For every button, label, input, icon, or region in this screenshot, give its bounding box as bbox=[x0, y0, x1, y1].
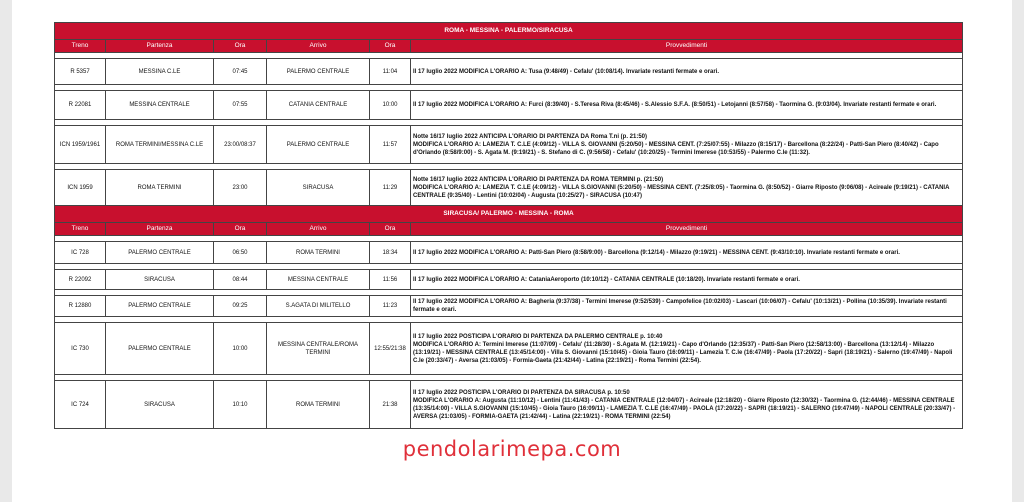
departure-time-cell: 08:44 bbox=[214, 270, 267, 290]
table-row bbox=[55, 242, 963, 264]
departure-time-cell: 07:55 bbox=[214, 91, 267, 120]
departure-time-cell: 10:10 bbox=[214, 381, 267, 429]
arrival-time-cell: 11:56 bbox=[370, 270, 411, 290]
table-row bbox=[55, 296, 963, 317]
arrival-station-cell: MESSINA CENTRALE/ROMA TERMINI bbox=[267, 323, 370, 375]
departure-station-cell: PALERMO CENTRALE bbox=[106, 323, 214, 375]
departure-station-cell: PALERMO CENTRALE bbox=[106, 242, 214, 264]
train-number-cell: ICN 1959 bbox=[55, 170, 106, 206]
right-margin-band bbox=[1012, 0, 1024, 502]
column-header-treno: Treno bbox=[55, 223, 106, 236]
provvedimenti-cell bbox=[411, 170, 963, 206]
section-header-roma-messina bbox=[55, 23, 963, 40]
provvedimenti-cell bbox=[411, 59, 963, 85]
provvedimento-text: Il 17 luglio 2022 MODIFICA L'ORARIO A: Furci (8:39/40) - S.Teresa Riva (8:45/46) - S.Alessio S.F.A. (8:50/51) - Letojanni (8:57/58) - Taormina G. (9:03/04). Invariate restanti fermate e orari. bbox=[413, 102, 937, 108]
column-header-provvedimenti: Provvedimenti bbox=[411, 40, 963, 53]
train-number-cell: R 22092 bbox=[55, 270, 106, 290]
provvedimenti-cell bbox=[411, 323, 963, 375]
arrival-time-cell: 21:38 bbox=[370, 381, 411, 429]
provvedimento-text: MODIFICA L'ORARIO A: Augusta (11:10/12) - Lentini (11:41/43) - CATANIA CENTRALE (12:04/07) - Acireale (12:18/20) - Giarre Riposto (12:30/32) - Taormina G. (12:44/46) - MESSINA CENTRALE (13:35/14:00) - VILLA S.GIOVANNI (15:10/45) - Gioia Tauro (16:09/11) - LAMEZIA T. C.LE (16:47/49) - PAOLA (17:20/22) - SAPRI (18:19/21) - SALERNO (19:47/49) - NAPOLI CENTRALE (20:33/47) - AVERSA (21:03/05) - FORMIA-GAETA (21:42/44) - Latina (22:19/21) - ROMA TERMINI (22:54) bbox=[413, 397, 956, 420]
route-title: ROMA - MESSINA - PALERMO/SIRACUSA bbox=[55, 23, 963, 40]
table-row bbox=[55, 126, 963, 164]
provvedimento-text: Notte 16/17 luglio 2022 ANTICIPA L'ORARIO DI PARTENZA DA Roma T.ni (p. 21:50) bbox=[413, 133, 648, 140]
arrival-station-cell: S.AGATA DI MILITELLO bbox=[267, 296, 370, 317]
table-row bbox=[55, 270, 963, 290]
provvedimento-text: Il 17 luglio 2022 MODIFICA L'ORARIO A: Tusa (9:48/49) - Cefalu' (10:08/14). Invariate restanti fermate e orari. bbox=[413, 68, 720, 75]
departure-station-cell: SIRACUSA bbox=[106, 381, 214, 429]
schedule-table bbox=[54, 22, 963, 429]
arrival-station-cell: MESSINA CENTRALE bbox=[267, 270, 370, 290]
left-margin-band bbox=[0, 0, 12, 502]
departure-time-cell: 06:50 bbox=[214, 242, 267, 264]
column-header-ora2: Ora bbox=[370, 40, 411, 53]
departure-station-cell: ROMA TERMINI/MESSINA C.LE bbox=[106, 126, 214, 164]
arrival-station-cell: PALERMO CENTRALE bbox=[267, 126, 370, 164]
column-header-row bbox=[55, 40, 963, 53]
column-header-ora: Ora bbox=[214, 223, 267, 236]
provvedimenti-cell bbox=[411, 126, 963, 164]
train-number-cell: ICN 1959/1961 bbox=[55, 126, 106, 164]
arrival-station-cell: PALERMO CENTRALE bbox=[267, 59, 370, 85]
provvedimenti-cell bbox=[411, 91, 963, 120]
departure-time-cell: 23:00/08:37 bbox=[214, 126, 267, 164]
column-header-partenza: Partenza bbox=[106, 223, 214, 236]
table-row bbox=[55, 170, 963, 206]
provvedimenti-cell bbox=[411, 296, 963, 317]
departure-station-cell: MESSINA CENTRALE bbox=[106, 91, 214, 120]
section-header-siracusa-palermo bbox=[55, 206, 963, 223]
provvedimenti-cell bbox=[411, 381, 963, 429]
train-number-cell: IC 730 bbox=[55, 323, 106, 375]
departure-time-cell: 07:45 bbox=[214, 59, 267, 85]
departure-time-cell: 09:25 bbox=[214, 296, 267, 317]
arrival-station-cell: ROMA TERMINI bbox=[267, 381, 370, 429]
table-row bbox=[55, 59, 963, 85]
provvedimento-text: Notte 16/17 luglio 2022 ANTICIPA L'ORARIO DI PARTENZA DA ROMA TERMINI p. (21:50) bbox=[413, 176, 664, 183]
departure-station-cell: SIRACUSA bbox=[106, 270, 214, 290]
provvedimenti-cell bbox=[411, 270, 963, 290]
provvedimento-text: Il 17 luglio 2022 POSTICIPA L'ORARIO DI PARTENZA DA PALERMO CENTRALE p. 10:40 bbox=[413, 333, 663, 340]
arrival-station-cell: SIRACUSA bbox=[267, 170, 370, 206]
departure-station-cell: MESSINA C.LE bbox=[106, 59, 214, 85]
provvedimento-text: Il 17 luglio 2022 POSTICIPA L'ORARIO DI PARTENZA DA SIRACUSA p. 10:50 bbox=[413, 389, 630, 396]
arrival-time-cell: 11:23 bbox=[370, 296, 411, 317]
arrival-time-cell: 11:57 bbox=[370, 126, 411, 164]
provvedimento-text: MODIFICA L'ORARIO A: LAMEZIA T. C.LE (4:09/12) - VILLA S. GIOVANNI (5:20/50) - MESSINA CENT. (7:25/07:55) - Milazzo (8:15/17) - Barcellona (8:22/24) - Patti-San Piero (8:40/42) - Capo d'Orlando (8:58/9:00) - S. Agata M. (9:19/21) - S. Stefano di C. (9:56/58) - Cefalu' (10:20/25) - Termini Imerese (10:53/55) - Palermo C.le (11:32). bbox=[413, 141, 939, 156]
column-header-ora: Ora bbox=[214, 40, 267, 53]
table-row bbox=[55, 323, 963, 375]
table-row bbox=[55, 91, 963, 120]
provvedimento-text: MODIFICA L'ORARIO A: Termini Imerese (11:07/09) - Cefalu' (11:28/30) - S.Agata M. (12:19/21) - Capo d'Orlando (12:35/37) - Patti-San Piero (12:58/13:00) - Barcellona (13:12/14) - Milazzo (13:19/21) - MESSINA CENTRALE (13:45/14:00) - Villa S. Giovanni (15:10/45) - Gioia Tauro (16:09/11) - Lamezia T. C.le (16:47/49) - Paola (17:20/22) - Sapri (18:19/21) - Salerno (19:47/49) - Napoli C.le (20:33/47) - Aversa (21:03/05) - Formia-Gaeta (21:42/44) - Latina (22:19/21) - Roma Termini (22:54). bbox=[413, 341, 953, 364]
provvedimenti-cell bbox=[411, 242, 963, 264]
column-header-arrivo: Arrivo bbox=[267, 223, 370, 236]
provvedimento-text: Il 17 luglio 2022 MODIFICA L'ORARIO A: Bagheria (9:37/38) - Termini Imerese (9:52/539) - Campofelice (10:02/03) - Lascari (10:06/07) - Cefalu' (10:13/21) - Pollina (10:35/39). Invariate restanti fermate e orari. bbox=[413, 299, 947, 313]
train-number-cell: R 12880 bbox=[55, 296, 106, 317]
column-header-treno: Treno bbox=[55, 40, 106, 53]
provvedimento-text: MODIFICA L'ORARIO A: LAMEZIA T. C.LE (4:09/12) - VILLA S.GIOVANNI (5:20/50) - MESSINA CENT. (7:25/8:05) - Taormina G. (8:50/52) - Giarre Riposto (9:06/08) - Acireale (9:19/21) - CATANIA CENTRALE (9:35/40) - Lentini (10:02/04) - Augusta (10:25/27) - SIRACUSA (10:47) bbox=[413, 184, 950, 199]
arrival-station-cell: ROMA TERMINI bbox=[267, 242, 370, 264]
train-number-cell: R 5357 bbox=[55, 59, 106, 85]
arrival-time-cell: 12:55/21:38 bbox=[370, 323, 411, 375]
arrival-time-cell: 11:29 bbox=[370, 170, 411, 206]
provvedimento-text: Il 17 luglio 2022 MODIFICA L'ORARIO A: Patti-San Piero (8:58/9:00) - Barcellona (9:12/14) - Milazzo (9:19/21) - MESSINA CENT. (9:43/10:10). Invariate restanti fermate e orari. bbox=[413, 249, 900, 256]
train-number-cell: IC 724 bbox=[55, 381, 106, 429]
timetable-sheet bbox=[54, 22, 962, 429]
column-header-ora2: Ora bbox=[370, 223, 411, 236]
column-header-partenza: Partenza bbox=[106, 40, 214, 53]
train-number-cell: IC 728 bbox=[55, 242, 106, 264]
column-header-provvedimenti: Provvedimenti bbox=[411, 223, 963, 236]
departure-time-cell: 23:00 bbox=[214, 170, 267, 206]
departure-station-cell: ROMA TERMINI bbox=[106, 170, 214, 206]
arrival-time-cell: 11:04 bbox=[370, 59, 411, 85]
departure-time-cell: 10:00 bbox=[214, 323, 267, 375]
arrival-station-cell: CATANIA CENTRALE bbox=[267, 91, 370, 120]
route-title: SIRACUSA/ PALERMO - MESSINA - ROMA bbox=[55, 206, 963, 223]
departure-station-cell: PALERMO CENTRALE bbox=[106, 296, 214, 317]
arrival-time-cell: 10:00 bbox=[370, 91, 411, 120]
table-row bbox=[55, 381, 963, 429]
watermark-site-url: pendolarimepa.com bbox=[402, 437, 622, 461]
arrival-time-cell: 18:34 bbox=[370, 242, 411, 264]
column-header-row bbox=[55, 223, 963, 236]
provvedimento-text: Il 17 luglio 2022 MODIFICA L'ORARIO A: CataniaAeroporto (10:10/12) - CATANIA CENTRALE (10:18/20). Invariate restanti fermate e orari. bbox=[413, 276, 800, 283]
column-header-arrivo: Arrivo bbox=[267, 40, 370, 53]
train-number-cell: R 22081 bbox=[55, 91, 106, 120]
